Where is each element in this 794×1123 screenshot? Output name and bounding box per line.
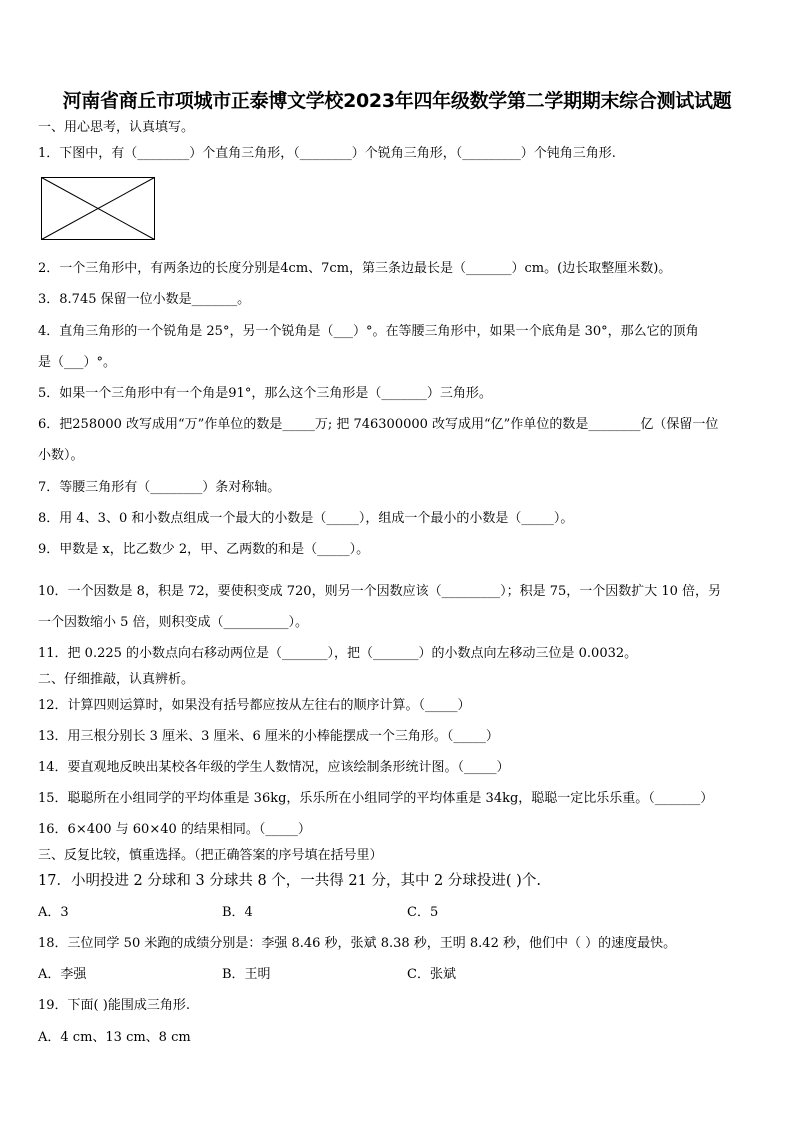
question-11: 11．把 0.225 的小数点向右移动两位是（_______），把（_______）的小数点向左移动三位是 0.0032。 xyxy=(38,646,638,661)
question-8: 8．用 4、3、0 和小数点组成一个最大的小数是（_____），组成一个最小的小数是（_____）。 xyxy=(38,511,574,526)
question-18-option-b: B．王明 xyxy=(222,967,271,982)
question-17-option-b: B．4 xyxy=(222,905,253,920)
section-heading-3: 三、反复比较，慎重选择。（把正确答案的序号填在括号里） xyxy=(38,848,383,863)
question-18: 18．三位同学 50 米跑的成绩分别是：李强 8.46 秒，张斌 8.38 秒，王明 8.42 秒，他们中（ ）的速度最快。 xyxy=(38,936,677,951)
question-18-option-c: C．张斌 xyxy=(407,967,456,982)
question-14: 14．要直观地反映出某校各年级的学生人数情况，应该绘制条形统计图。（_____） xyxy=(38,760,510,775)
question-1: 1．下图中，有（________）个直角三角形，（________）个锐角三角形，（_________）个钝角三角形. xyxy=(38,146,616,161)
question-6-line-1: 6．把258000 改写成用“万”作单位的数是_____万; 把 746300000 改写成用“亿”作单位的数是________亿（保留一位 xyxy=(38,417,719,432)
question-10-line-2: 一个因数缩小 5 倍，则积变成（__________）。 xyxy=(38,615,309,630)
question-4-line-2: 是（___）°。 xyxy=(38,355,117,370)
question-13: 13．用三根分别长 3 厘米、3 厘米、6 厘米的小棒能摆成一个三角形。（_____） xyxy=(38,729,499,744)
question-18-option-a: A．李强 xyxy=(38,967,87,982)
question-6-line-2: 小数）。 xyxy=(38,448,84,463)
section-heading-1: 一、用心思考，认真填写。 xyxy=(38,120,195,135)
question-5: 5．如果一个三角形中有一个角是91°，那么这个三角形是（_______）三角形。 xyxy=(38,386,492,401)
question-10-line-1: 10．一个因数是 8，积是 72，要使积变成 720，则另一个因数应该（_________）；积是 75，一个因数扩大 10 倍，另 xyxy=(38,584,722,599)
question-17-option-a: A．3 xyxy=(38,905,69,920)
question-2: 2．一个三角形中，有两条边的长度分别是4cm、7cm，第三条边最长是（_______）cm。(边长取整厘米数)。 xyxy=(38,261,672,276)
question-3: 3．8.745 保留一位小数是_______。 xyxy=(38,292,251,307)
page-title: 河南省商丘市项城市正泰博文学校2023年四年级数学第二学期期末综合测试试题 xyxy=(62,90,732,112)
question-12: 12．计算四则运算时，如果没有括号都应按从左往右的顺序计算。（_____） xyxy=(38,698,471,713)
rectangle-diagonals-figure xyxy=(41,177,155,240)
question-19-option-a: A．4 cm、13 cm、8 cm xyxy=(38,1030,191,1045)
question-7: 7．等腰三角形有（________）条对称轴。 xyxy=(38,480,281,495)
question-17: 17．小明投进 2 分球和 3 分球共 8 个，一共得 21 分，其中 2 分球投进( )个. xyxy=(38,873,541,889)
question-4-line-1: 4．直角三角形的一个锐角是 25°，另一个锐角是（___）°。在等腰三角形中，如果一个底角是 30°，那么它的顶角 xyxy=(38,324,699,339)
question-17-option-c: C．5 xyxy=(407,905,439,920)
question-16: 16．6×400 与 60×40 的结果相同。（_____） xyxy=(38,822,311,837)
section-heading-2: 二、仔细推敲，认真辨析。 xyxy=(38,672,195,687)
question-15: 15．聪聪所在小组同学的平均体重是 36kg，乐乐所在小组同学的平均体重是 34kg，聪聪一定比乐乐重。（_______） xyxy=(38,791,714,806)
question-9: 9．甲数是 x，比乙数少 2，甲、乙两数的和是（_____）。 xyxy=(38,542,370,557)
question-19: 19．下面( )能围成三角形. xyxy=(38,998,190,1013)
